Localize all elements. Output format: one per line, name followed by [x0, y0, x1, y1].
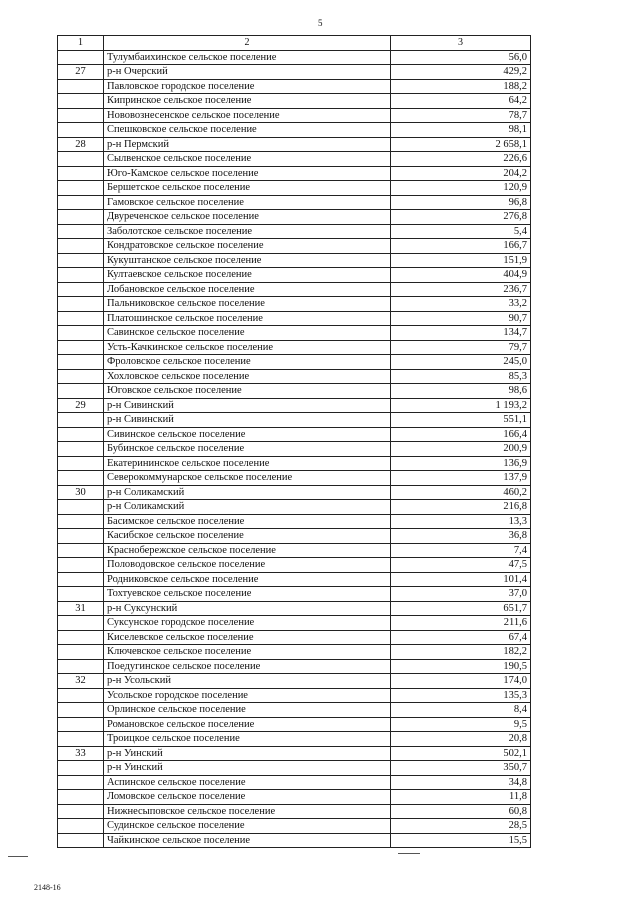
row-number-cell — [58, 804, 104, 819]
table-row — [58, 239, 531, 254]
table-row — [58, 94, 531, 109]
table-header-row — [58, 36, 531, 51]
column-header-1: 1 — [58, 36, 104, 51]
table-row — [58, 514, 531, 529]
table-row — [58, 152, 531, 167]
table-row — [58, 558, 531, 573]
amount-cell: 120,9 — [391, 181, 531, 196]
territory-name-cell: Заболотское сельское поселение — [104, 224, 391, 239]
table-row — [58, 340, 531, 355]
amount-cell: 5,4 — [391, 224, 531, 239]
territory-name-cell: Половодовское сельское поселение — [104, 558, 391, 573]
territory-name-cell: Кукуштанское сельское поселение — [104, 253, 391, 268]
amount-cell: 20,8 — [391, 732, 531, 747]
amount-cell: 15,5 — [391, 833, 531, 848]
amount-cell: 276,8 — [391, 210, 531, 225]
table-row — [58, 224, 531, 239]
table-row — [58, 50, 531, 65]
territory-name-cell: Усольское городское поселение — [104, 688, 391, 703]
row-number-cell — [58, 543, 104, 558]
table-row — [58, 601, 531, 616]
territory-name-cell: Двуреченское сельское поселение — [104, 210, 391, 225]
amount-cell: 245,0 — [391, 355, 531, 370]
territory-name-cell: Киселевское сельское поселение — [104, 630, 391, 645]
territory-name-cell: Чайкинское сельское поселение — [104, 833, 391, 848]
column-header-2: 2 — [104, 36, 391, 51]
table-row — [58, 688, 531, 703]
table-row — [58, 181, 531, 196]
amount-cell: 64,2 — [391, 94, 531, 109]
amount-cell: 429,2 — [391, 65, 531, 80]
row-number-cell: 30 — [58, 485, 104, 500]
amount-cell: 98,1 — [391, 123, 531, 138]
territory-name-cell: Култаевское сельское поселение — [104, 268, 391, 283]
table-row — [58, 732, 531, 747]
row-number-cell — [58, 311, 104, 326]
table-row — [58, 572, 531, 587]
table-row — [58, 413, 531, 428]
table-row — [58, 65, 531, 80]
amount-cell: 200,9 — [391, 442, 531, 457]
territory-name-cell: Усть-Качкинское сельское поселение — [104, 340, 391, 355]
table-row — [58, 311, 531, 326]
territory-name-cell: Павловское городское поселение — [104, 79, 391, 94]
scan-mark-left — [8, 856, 28, 857]
table-row — [58, 369, 531, 384]
row-number-cell — [58, 384, 104, 399]
territory-name-cell: Аспинское сельское поселение — [104, 775, 391, 790]
row-number-cell — [58, 761, 104, 776]
amount-cell: 166,4 — [391, 427, 531, 442]
territory-name-cell: Юговское сельское поселение — [104, 384, 391, 399]
row-number-cell — [58, 558, 104, 573]
row-number-cell — [58, 326, 104, 341]
table-row — [58, 761, 531, 776]
amount-cell: 11,8 — [391, 790, 531, 805]
territory-name-cell: Поедугинское сельское поселение — [104, 659, 391, 674]
table-row — [58, 819, 531, 834]
amount-cell: 460,2 — [391, 485, 531, 500]
row-number-cell — [58, 340, 104, 355]
territory-name-cell: Троицкое сельское поселение — [104, 732, 391, 747]
row-number-cell — [58, 253, 104, 268]
table-row — [58, 645, 531, 660]
row-number-cell — [58, 224, 104, 239]
budget-table — [57, 35, 531, 848]
row-number-cell — [58, 369, 104, 384]
table-row — [58, 166, 531, 181]
amount-cell: 137,9 — [391, 471, 531, 486]
row-number-cell — [58, 616, 104, 631]
row-number-cell — [58, 79, 104, 94]
table-row — [58, 746, 531, 761]
amount-cell: 37,0 — [391, 587, 531, 602]
row-number-cell — [58, 152, 104, 167]
row-number-cell — [58, 645, 104, 660]
amount-cell: 166,7 — [391, 239, 531, 254]
territory-name-cell: Сивинское сельское поселение — [104, 427, 391, 442]
row-number-cell: 31 — [58, 601, 104, 616]
row-number-cell — [58, 427, 104, 442]
table-row — [58, 471, 531, 486]
amount-cell: 151,9 — [391, 253, 531, 268]
amount-cell: 85,3 — [391, 369, 531, 384]
row-number-cell — [58, 587, 104, 602]
row-number-cell — [58, 50, 104, 65]
row-number-cell — [58, 819, 104, 834]
territory-name-cell: р-н Соликамский — [104, 485, 391, 500]
table-row — [58, 253, 531, 268]
amount-cell: 135,3 — [391, 688, 531, 703]
territory-name-cell: Нововознесенское сельское поселение — [104, 108, 391, 123]
territory-name-cell: Судинское сельское поселение — [104, 819, 391, 834]
table-row — [58, 529, 531, 544]
row-number-cell — [58, 732, 104, 747]
table-row — [58, 195, 531, 210]
territory-name-cell: Тохтуевское сельское поселение — [104, 587, 391, 602]
territory-name-cell: р-н Очерский — [104, 65, 391, 80]
amount-cell: 216,8 — [391, 500, 531, 515]
territory-name-cell: Ломовское сельское поселение — [104, 790, 391, 805]
table-row — [58, 398, 531, 413]
amount-cell: 79,7 — [391, 340, 531, 355]
territory-name-cell: Басимское сельское поселение — [104, 514, 391, 529]
amount-cell: 134,7 — [391, 326, 531, 341]
row-number-cell — [58, 833, 104, 848]
amount-cell: 33,2 — [391, 297, 531, 312]
amount-cell: 7,4 — [391, 543, 531, 558]
row-number-cell — [58, 659, 104, 674]
table-row — [58, 659, 531, 674]
table-row — [58, 355, 531, 370]
table-row — [58, 268, 531, 283]
row-number-cell — [58, 166, 104, 181]
amount-cell: 8,4 — [391, 703, 531, 718]
amount-cell: 101,4 — [391, 572, 531, 587]
territory-name-cell: р-н Суксунский — [104, 601, 391, 616]
table-row — [58, 137, 531, 152]
row-number-cell — [58, 688, 104, 703]
amount-cell: 174,0 — [391, 674, 531, 689]
table-body — [58, 36, 531, 848]
table-row — [58, 442, 531, 457]
territory-name-cell: Орлинское сельское поселение — [104, 703, 391, 718]
table-row — [58, 326, 531, 341]
territory-name-cell: р-н Сивинский — [104, 398, 391, 413]
territory-name-cell: Екатерининское сельское поселение — [104, 456, 391, 471]
row-number-cell — [58, 297, 104, 312]
table-row — [58, 427, 531, 442]
row-number-cell — [58, 630, 104, 645]
territory-name-cell: Северокоммунарское сельское поселение — [104, 471, 391, 486]
amount-cell: 182,2 — [391, 645, 531, 660]
table-row — [58, 108, 531, 123]
territory-name-cell: Хохловское сельское поселение — [104, 369, 391, 384]
row-number-cell — [58, 268, 104, 283]
row-number-cell — [58, 239, 104, 254]
territory-name-cell: Пальниковское сельское поселение — [104, 297, 391, 312]
amount-cell: 56,0 — [391, 50, 531, 65]
amount-cell: 211,6 — [391, 616, 531, 631]
amount-cell: 28,5 — [391, 819, 531, 834]
page-number: 5 — [318, 18, 323, 28]
table-row — [58, 79, 531, 94]
row-number-cell — [58, 514, 104, 529]
table-row — [58, 500, 531, 515]
table-row — [58, 123, 531, 138]
table-row — [58, 210, 531, 225]
amount-cell: 13,3 — [391, 514, 531, 529]
territory-name-cell: Кипринское сельское поселение — [104, 94, 391, 109]
amount-cell: 136,9 — [391, 456, 531, 471]
row-number-cell: 28 — [58, 137, 104, 152]
row-number-cell — [58, 775, 104, 790]
territory-name-cell: Платошинское сельское поселение — [104, 311, 391, 326]
amount-cell: 67,4 — [391, 630, 531, 645]
row-number-cell — [58, 195, 104, 210]
table-row — [58, 775, 531, 790]
row-number-cell — [58, 355, 104, 370]
table-row — [58, 543, 531, 558]
territory-name-cell: р-н Пермский — [104, 137, 391, 152]
amount-cell: 651,7 — [391, 601, 531, 616]
amount-cell: 47,5 — [391, 558, 531, 573]
amount-cell: 96,8 — [391, 195, 531, 210]
territory-name-cell: р-н Сивинский — [104, 413, 391, 428]
territory-name-cell: Фроловское сельское поселение — [104, 355, 391, 370]
table-row — [58, 485, 531, 500]
territory-name-cell: р-н Усольский — [104, 674, 391, 689]
amount-cell: 204,2 — [391, 166, 531, 181]
row-number-cell: 33 — [58, 746, 104, 761]
territory-name-cell: р-н Уинский — [104, 761, 391, 776]
table-row — [58, 790, 531, 805]
territory-name-cell: Тулумбаихинское сельское поселение — [104, 50, 391, 65]
row-number-cell — [58, 790, 104, 805]
row-number-cell — [58, 123, 104, 138]
row-number-cell: 32 — [58, 674, 104, 689]
amount-cell: 34,8 — [391, 775, 531, 790]
territory-name-cell: Краснобережское сельское поселение — [104, 543, 391, 558]
amount-cell: 60,8 — [391, 804, 531, 819]
territory-name-cell: Кондратовское сельское поселение — [104, 239, 391, 254]
row-number-cell: 27 — [58, 65, 104, 80]
amount-cell: 90,7 — [391, 311, 531, 326]
territory-name-cell: Суксунское городское поселение — [104, 616, 391, 631]
amount-cell: 502,1 — [391, 746, 531, 761]
territory-name-cell: р-н Уинский — [104, 746, 391, 761]
table-row — [58, 804, 531, 819]
amount-cell: 404,9 — [391, 268, 531, 283]
document-footer-code: 2148-16 — [34, 883, 61, 892]
table-row — [58, 456, 531, 471]
table-row — [58, 282, 531, 297]
territory-name-cell: Родниковское сельское поселение — [104, 572, 391, 587]
row-number-cell — [58, 181, 104, 196]
scan-mark-middle — [398, 853, 420, 854]
table-row — [58, 384, 531, 399]
amount-cell: 188,2 — [391, 79, 531, 94]
row-number-cell — [58, 442, 104, 457]
row-number-cell — [58, 471, 104, 486]
table-row — [58, 630, 531, 645]
territory-name-cell: Юго-Камское сельское поселение — [104, 166, 391, 181]
row-number-cell — [58, 717, 104, 732]
table-row — [58, 587, 531, 602]
row-number-cell — [58, 94, 104, 109]
row-number-cell — [58, 529, 104, 544]
amount-cell: 226,6 — [391, 152, 531, 167]
column-header-3: 3 — [391, 36, 531, 51]
amount-cell: 78,7 — [391, 108, 531, 123]
row-number-cell — [58, 703, 104, 718]
territory-name-cell: Савинское сельское поселение — [104, 326, 391, 341]
territory-name-cell: Сылвенское сельское поселение — [104, 152, 391, 167]
territory-name-cell: Бершетское сельское поселение — [104, 181, 391, 196]
territory-name-cell: Лобановское сельское поселение — [104, 282, 391, 297]
territory-name-cell: Спешковское сельское поселение — [104, 123, 391, 138]
amount-cell: 36,8 — [391, 529, 531, 544]
row-number-cell — [58, 108, 104, 123]
amount-cell: 98,6 — [391, 384, 531, 399]
row-number-cell — [58, 500, 104, 515]
table-row — [58, 717, 531, 732]
territory-name-cell: Касибское сельское поселение — [104, 529, 391, 544]
row-number-cell — [58, 456, 104, 471]
row-number-cell: 29 — [58, 398, 104, 413]
amount-cell: 190,5 — [391, 659, 531, 674]
amount-cell: 551,1 — [391, 413, 531, 428]
row-number-cell — [58, 572, 104, 587]
row-number-cell — [58, 413, 104, 428]
row-number-cell — [58, 282, 104, 297]
amount-cell: 236,7 — [391, 282, 531, 297]
amount-cell: 1 193,2 — [391, 398, 531, 413]
row-number-cell — [58, 210, 104, 225]
amount-cell: 2 658,1 — [391, 137, 531, 152]
table-row — [58, 833, 531, 848]
territory-name-cell: Романовское сельское поселение — [104, 717, 391, 732]
table-row — [58, 616, 531, 631]
amount-cell: 350,7 — [391, 761, 531, 776]
table-row — [58, 297, 531, 312]
amount-cell: 9,5 — [391, 717, 531, 732]
territory-name-cell: р-н Соликамский — [104, 500, 391, 515]
table-row — [58, 703, 531, 718]
territory-name-cell: Гамовское сельское поселение — [104, 195, 391, 210]
table-row — [58, 674, 531, 689]
territory-name-cell: Бубинское сельское поселение — [104, 442, 391, 457]
territory-name-cell: Нижнесыповское сельское поселение — [104, 804, 391, 819]
territory-name-cell: Ключевское сельское поселение — [104, 645, 391, 660]
